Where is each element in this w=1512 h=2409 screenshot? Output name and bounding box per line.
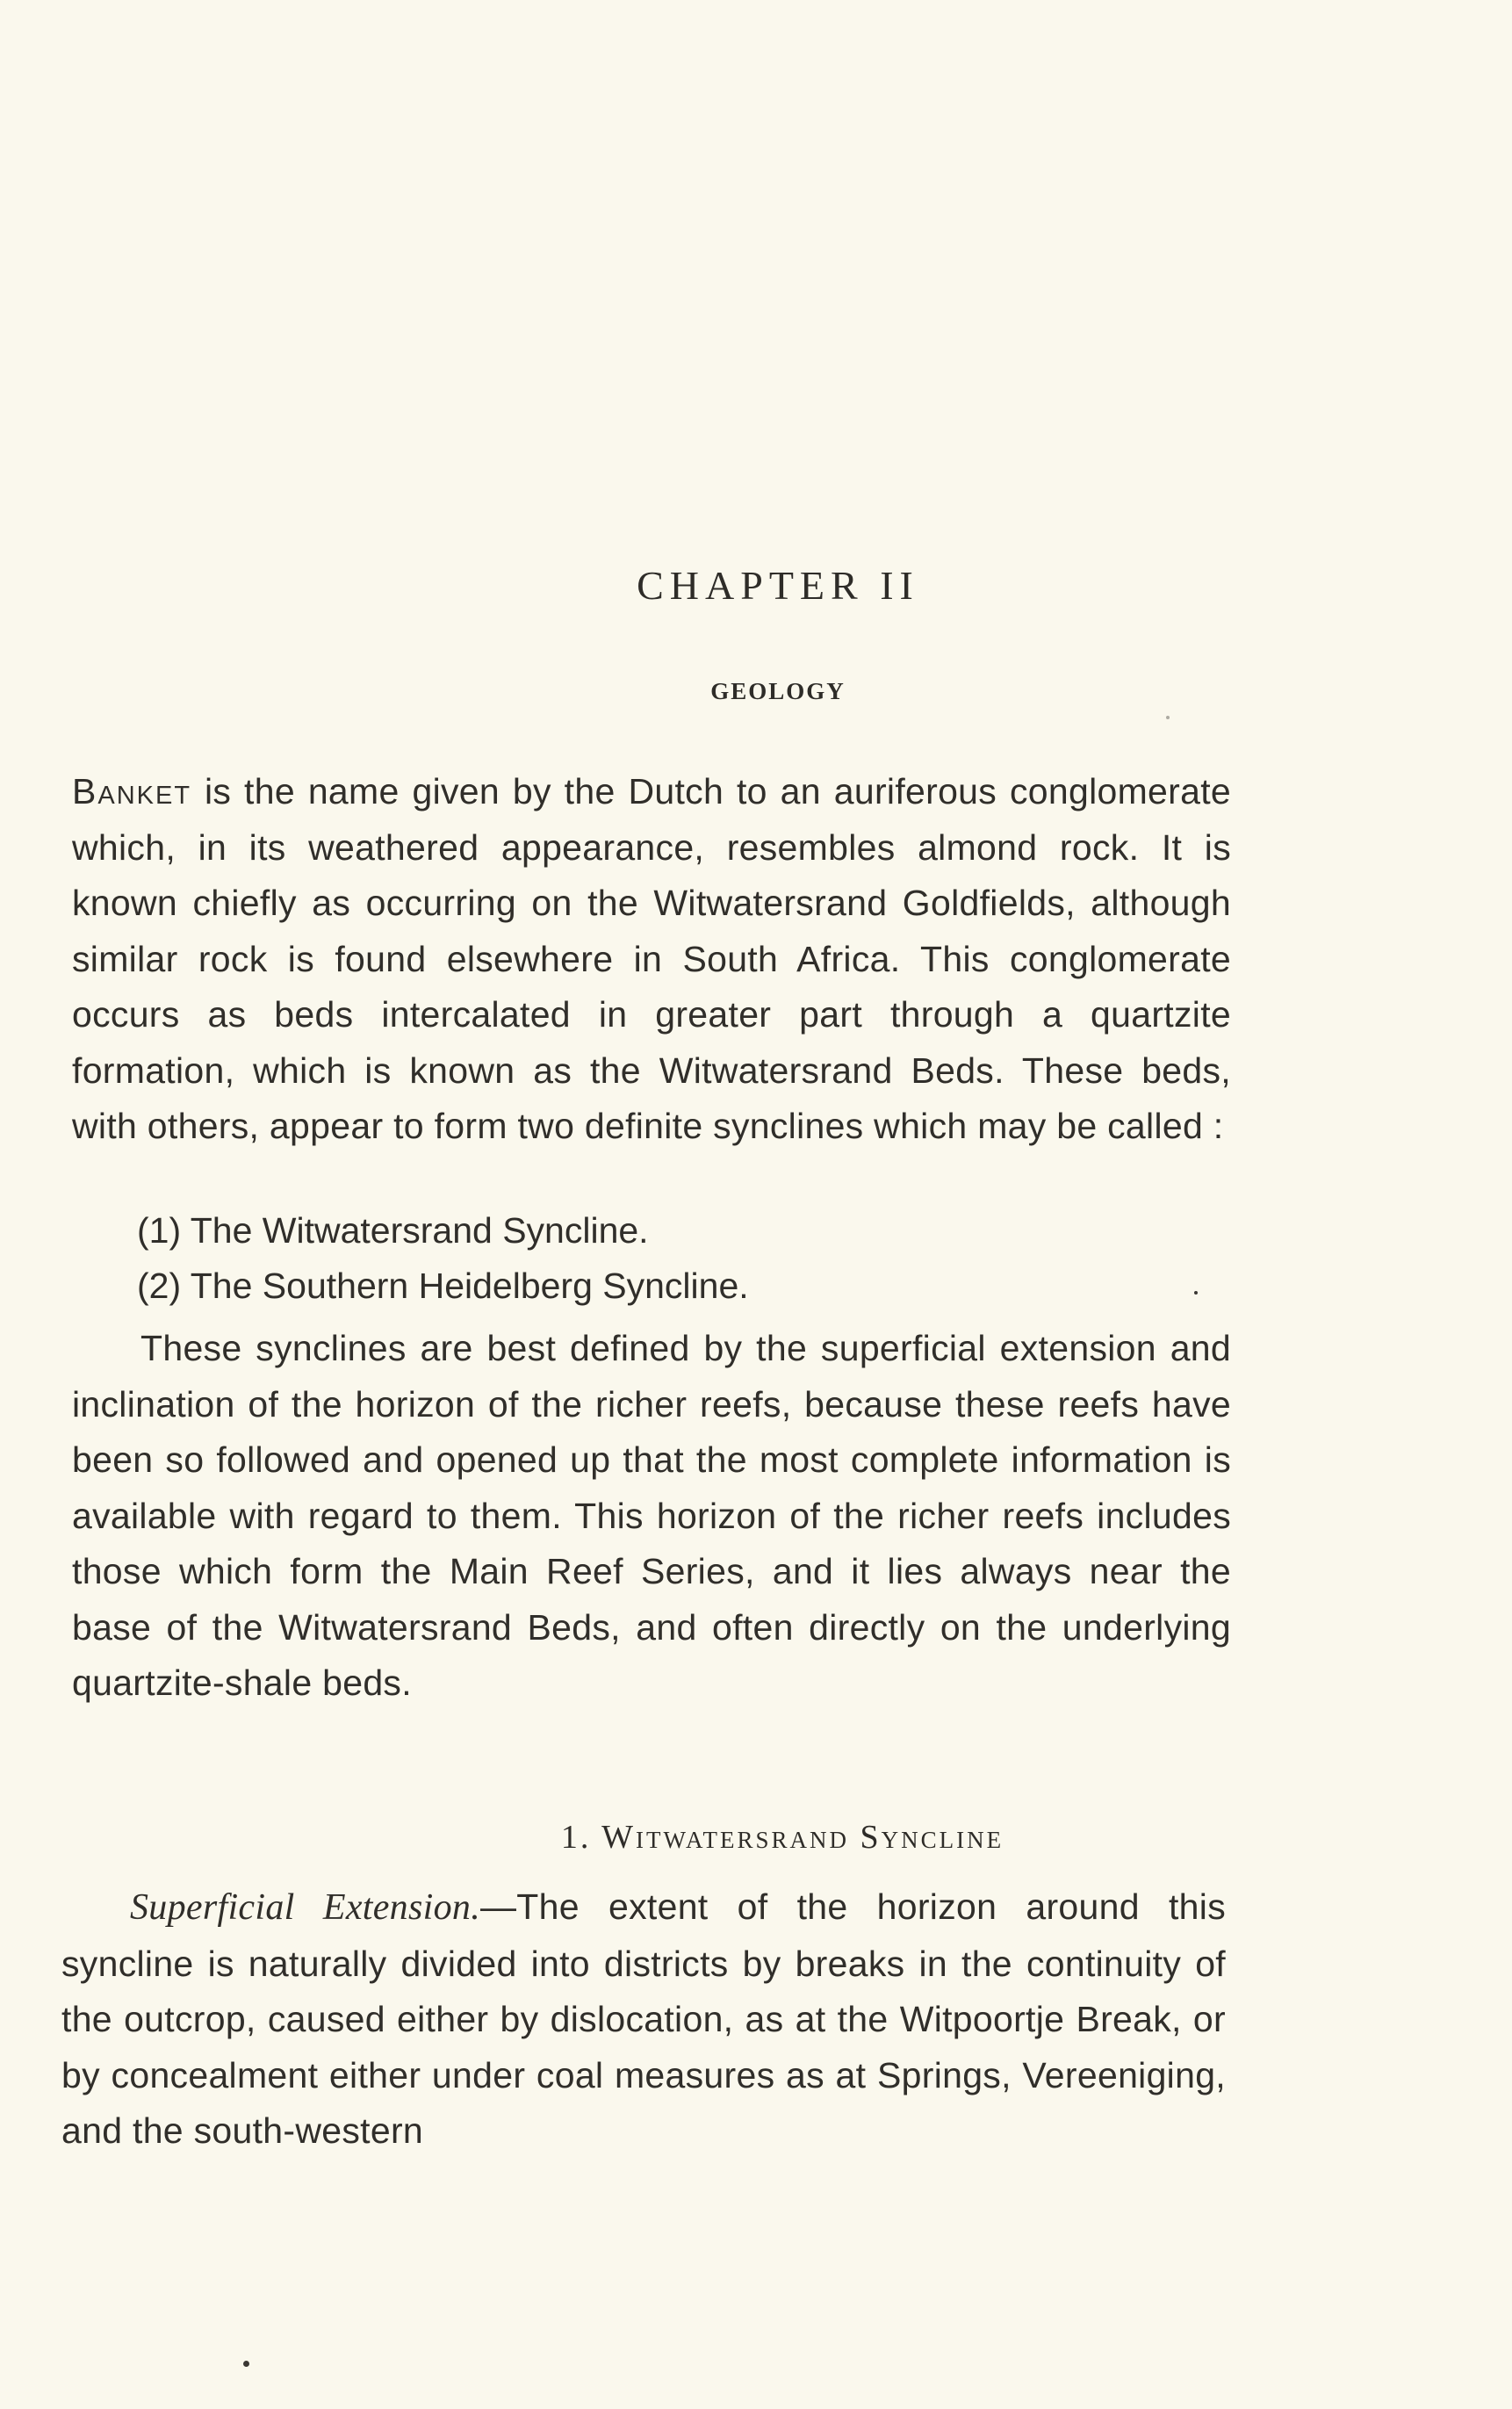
opening-paragraph xyxy=(72,764,1231,1155)
section-paragraph xyxy=(61,1879,1226,2160)
chapter-subtitle: GEOLOGY xyxy=(710,678,846,704)
synclines-paragraph: These synclines are best defined by the superficial extension and inclination of the horizon of the richer reefs, because these reefs have been so followed and opened up that the most complete information is available with regard to them. This horizon of the richer reefs includes those which form the Main Reef Series, and it lies always near the base of the Witwatersrand Beds, and often directly on the underlying quartzite-shale beds. xyxy=(72,1328,1231,1703)
ink-speck xyxy=(243,2361,249,2367)
section-lead: Superficial Extension. xyxy=(130,1887,480,1928)
opening-paragraph-text: is the name given by the Dutch to an auriferous conglomerate which, in its weathered appearance, resembles almond rock. It is known chiefly as occurring on the Witwatersrand Goldfields, although similar rock is found elsewhere in South Africa. This conglomerate occurs as beds intercalated in greater part through a quartzite formation, which is known as the Witwatersrand Beds. These beds, with others, appear to form two definite synclines which may be called : xyxy=(72,771,1231,1146)
list-item: (2) The Southern Heidelberg Syncline. xyxy=(137,1266,749,1306)
list-item: (1) The Witwatersrand Syncline. xyxy=(137,1210,649,1251)
section-paragraph-text: —The extent of the horizon around this syncline is naturally divided into districts by breaks in the continuity of the outcrop, caused either by dislocation, as at the Witpoortje Break, or by concealment either under coal measures as at Springs, Vereeniging, and the south-western xyxy=(61,1886,1226,2151)
section-heading: 1. Witwatersrand Syncline xyxy=(560,1819,1004,1856)
ink-speck xyxy=(1166,716,1170,719)
ink-speck xyxy=(1194,1291,1198,1295)
opening-lead-word: Banket xyxy=(72,771,192,811)
chapter-title: CHAPTER II xyxy=(637,563,919,608)
